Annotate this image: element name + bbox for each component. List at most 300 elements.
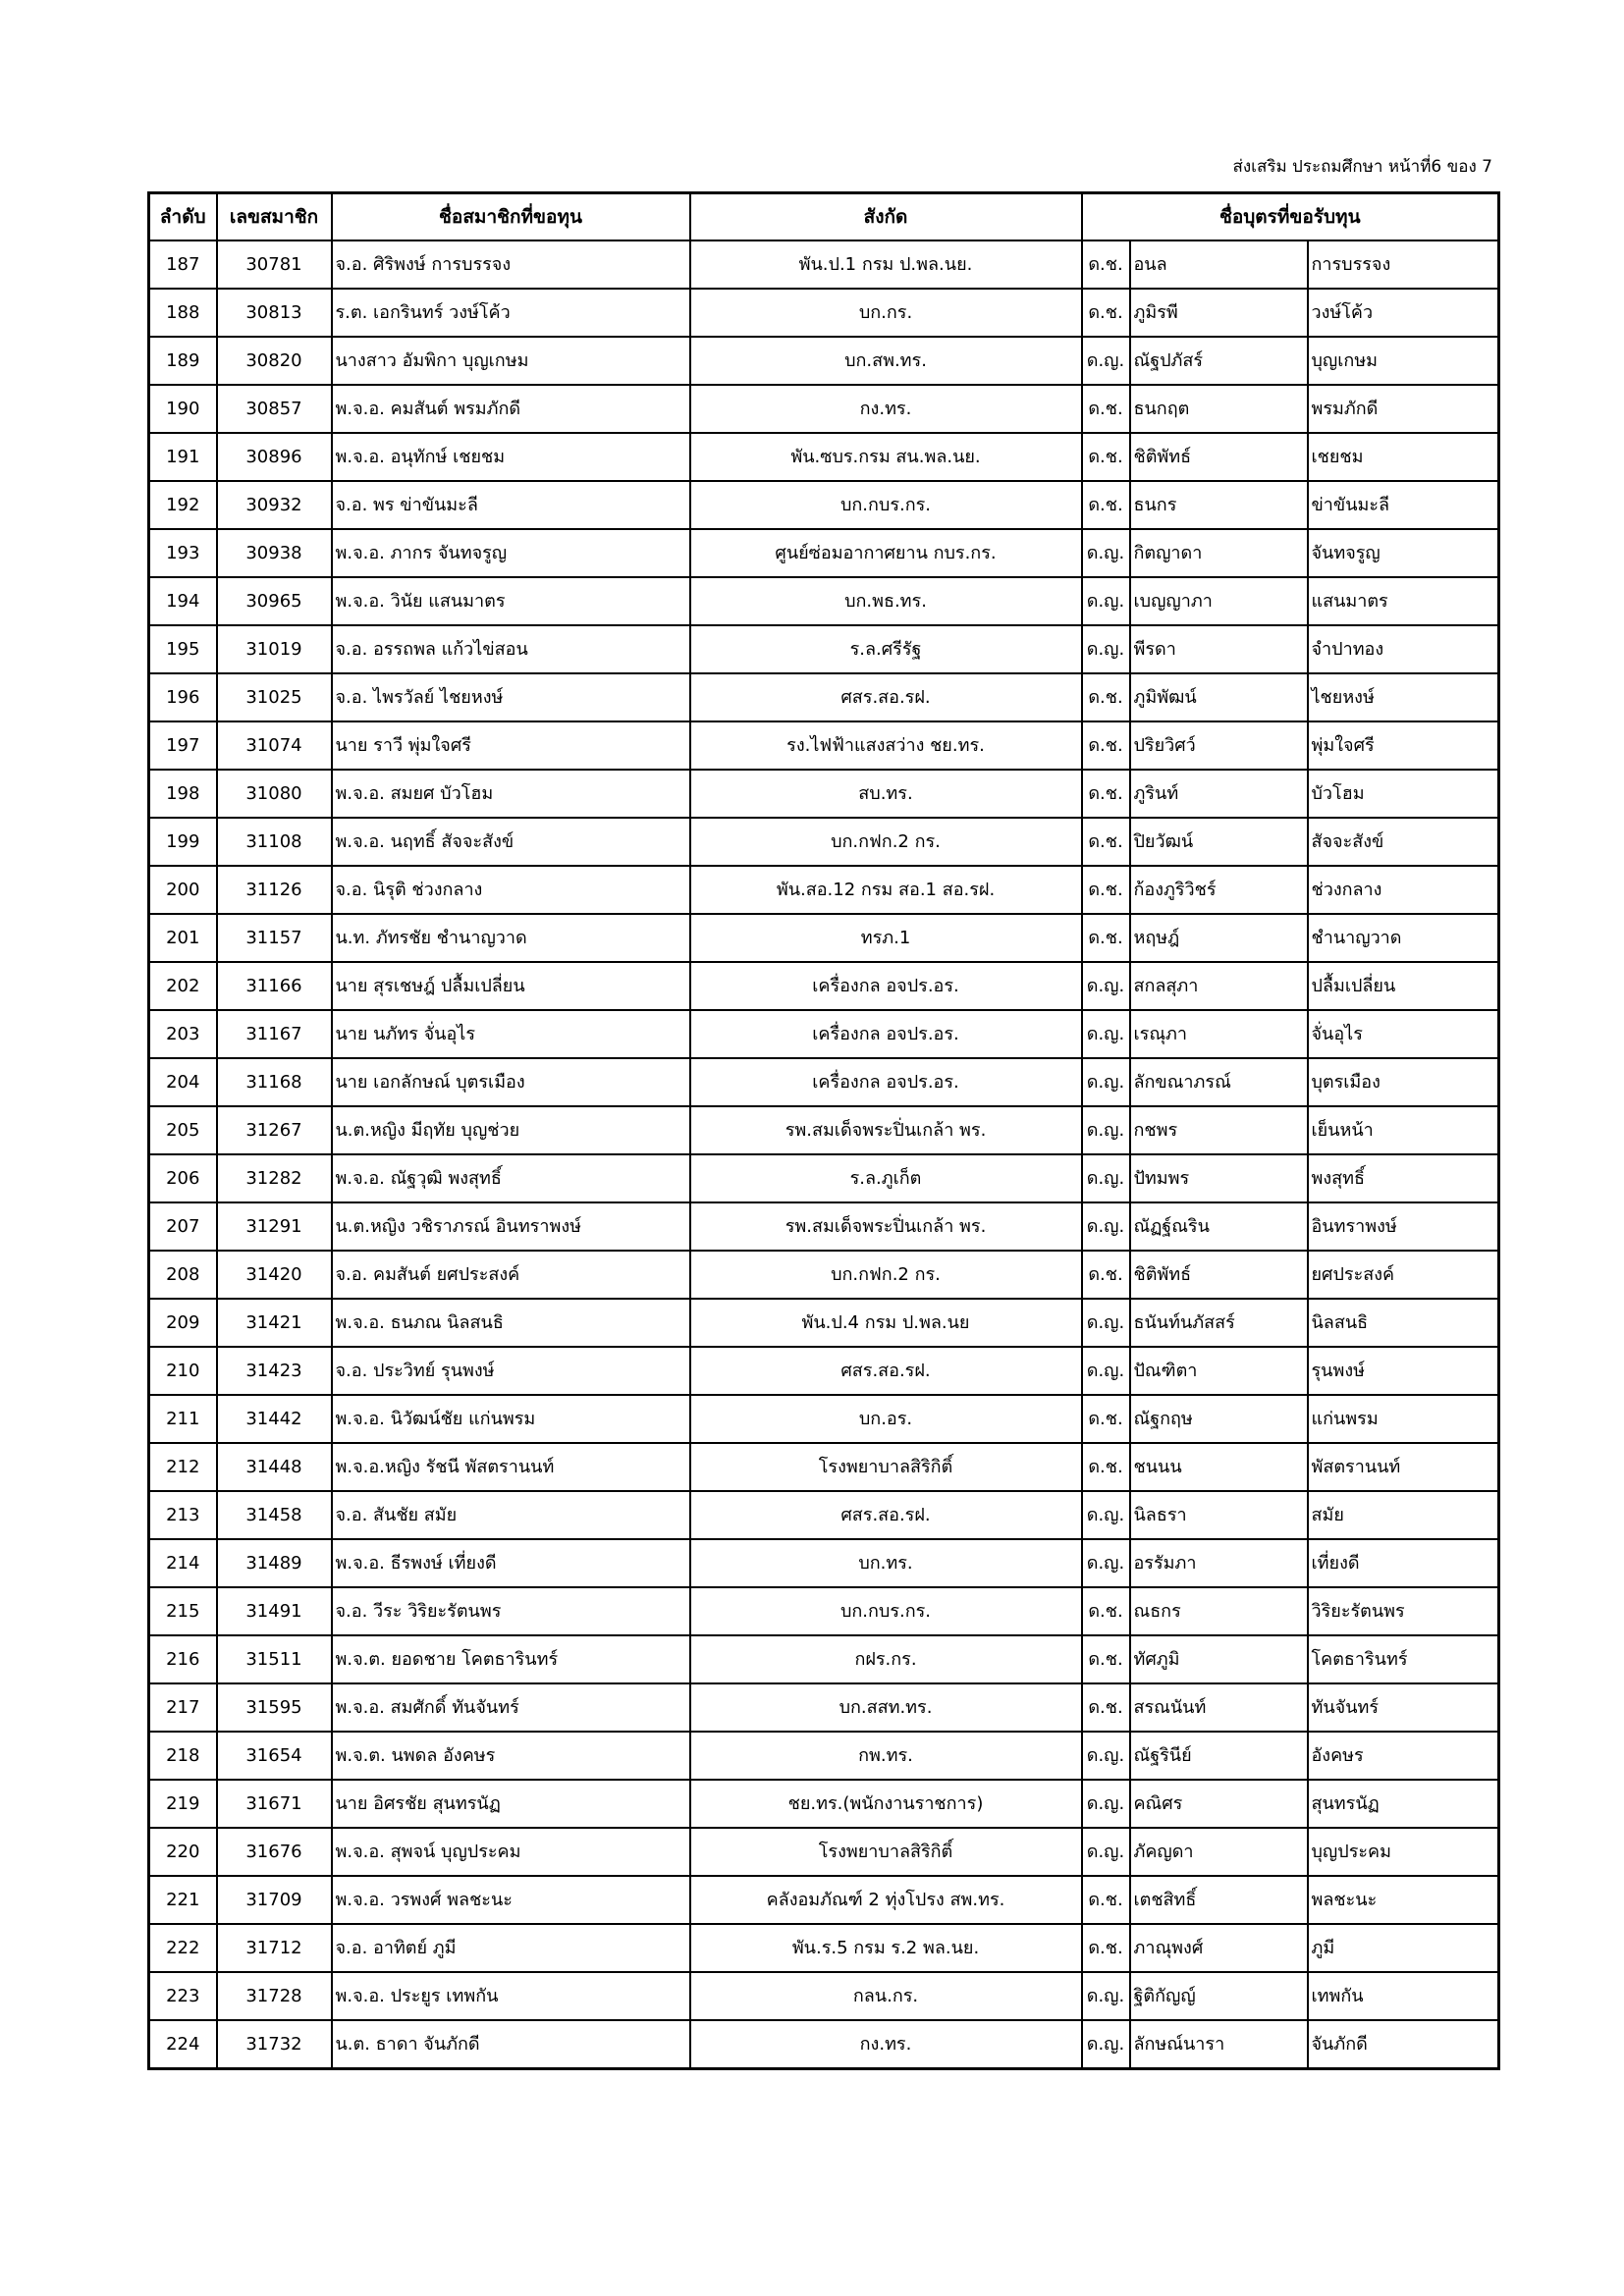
- cell-child-title: ด.ญ.: [1082, 1202, 1130, 1251]
- cell-child-title: ด.ญ.: [1082, 1780, 1130, 1828]
- cell-seq: 220: [149, 1828, 217, 1876]
- cell-member-no: 31168: [217, 1058, 332, 1106]
- cell-seq: 200: [149, 866, 217, 914]
- cell-child-first-name: ลักษณ์นารา: [1130, 2020, 1308, 2069]
- cell-child-last-name: พรมภักดี: [1308, 385, 1499, 433]
- table-row: [149, 914, 1499, 962]
- cell-seq: 196: [149, 673, 217, 721]
- table-row: [149, 625, 1499, 673]
- cell-child-first-name: ภูมิพัฒน์: [1130, 673, 1308, 721]
- cell-member-no: 31282: [217, 1154, 332, 1202]
- cell-child-first-name: อนล: [1130, 240, 1308, 289]
- cell-child-last-name: สุนทรนัฏ: [1308, 1780, 1499, 1828]
- cell-child-title: ด.ญ.: [1082, 1010, 1130, 1058]
- table-row: [149, 529, 1499, 577]
- cell-child-first-name: อรรัมภา: [1130, 1539, 1308, 1587]
- cell-member-name: ร.ต. เอกรินทร์ วงษ์โค้ว: [332, 289, 690, 337]
- cell-child-last-name: สมัย: [1308, 1491, 1499, 1539]
- cell-unit: รพ.สมเด็จพระปิ่นเกล้า พร.: [690, 1202, 1082, 1251]
- cell-unit: บก.กบร.กร.: [690, 1587, 1082, 1635]
- cell-seq: 199: [149, 818, 217, 866]
- cell-member-no: 31420: [217, 1251, 332, 1299]
- cell-member-name: พ.จ.อ. สมยศ บัวโฮม: [332, 770, 690, 818]
- cell-child-title: ด.ญ.: [1082, 1539, 1130, 1587]
- cell-child-last-name: โคตธารินทร์: [1308, 1635, 1499, 1683]
- cell-seq: 214: [149, 1539, 217, 1587]
- cell-child-title: ด.ช.: [1082, 240, 1130, 289]
- cell-member-no: 31491: [217, 1587, 332, 1635]
- cell-unit: บก.ทร.: [690, 1539, 1082, 1587]
- cell-child-last-name: บุญเกษม: [1308, 337, 1499, 385]
- cell-member-no: 31423: [217, 1347, 332, 1395]
- table-row: [149, 1683, 1499, 1732]
- cell-seq: 212: [149, 1443, 217, 1491]
- cell-child-last-name: อังคษร: [1308, 1732, 1499, 1780]
- table-row: [149, 2020, 1499, 2069]
- table-row: [149, 1780, 1499, 1828]
- cell-child-title: ด.ญ.: [1082, 2020, 1130, 2069]
- cell-member-no: 31074: [217, 721, 332, 770]
- cell-child-title: ด.ช.: [1082, 433, 1130, 481]
- cell-child-title: ด.ญ.: [1082, 1299, 1130, 1347]
- cell-member-name: พ.จ.อ. วินัย แสนมาตร: [332, 577, 690, 625]
- cell-member-name: นาย เอกลักษณ์ บุตรเมือง: [332, 1058, 690, 1106]
- cell-seq: 198: [149, 770, 217, 818]
- cell-child-first-name: กชพร: [1130, 1106, 1308, 1154]
- cell-member-name: พ.จ.อ. อนุทักษ์ เชยชม: [332, 433, 690, 481]
- cell-child-title: ด.ช.: [1082, 1683, 1130, 1732]
- cell-unit: เครื่องกล อจปร.อร.: [690, 1058, 1082, 1106]
- table-row: [149, 1876, 1499, 1924]
- cell-unit: เครื่องกล อจปร.อร.: [690, 962, 1082, 1010]
- cell-member-name: พ.จ.อ. ณัฐวุฒิ พงสุทธิ์: [332, 1154, 690, 1202]
- cell-member-no: 31421: [217, 1299, 332, 1347]
- table-header-row: [149, 193, 1499, 241]
- cell-child-last-name: เทพกัน: [1308, 1972, 1499, 2020]
- cell-unit: บก.กบร.กร.: [690, 481, 1082, 529]
- cell-seq: 191: [149, 433, 217, 481]
- cell-child-last-name: นิลสนธิ: [1308, 1299, 1499, 1347]
- cell-unit: บก.สสท.ทร.: [690, 1683, 1082, 1732]
- cell-child-last-name: อินทราพงษ์: [1308, 1202, 1499, 1251]
- cell-unit: คลังอมภัณฑ์ 2 ทุ่งโปรง สพ.ทร.: [690, 1876, 1082, 1924]
- cell-unit: พัน.ร.5 กรม ร.2 พล.นย.: [690, 1924, 1082, 1972]
- cell-child-title: ด.ญ.: [1082, 1154, 1130, 1202]
- cell-unit: บก.อร.: [690, 1395, 1082, 1443]
- cell-child-first-name: ธนกฤต: [1130, 385, 1308, 433]
- cell-unit: กพ.ทร.: [690, 1732, 1082, 1780]
- cell-child-last-name: ข่าขันมะลี: [1308, 481, 1499, 529]
- cell-member-name: พ.จ.อ. นฤทธิ์ สัจจะสังข์: [332, 818, 690, 866]
- cell-member-no: 31671: [217, 1780, 332, 1828]
- cell-member-name: จ.อ. ประวิทย์ รุนพงษ์: [332, 1347, 690, 1395]
- cell-child-title: ด.ช.: [1082, 866, 1130, 914]
- table-row: [149, 289, 1499, 337]
- cell-unit: บก.สพ.ทร.: [690, 337, 1082, 385]
- cell-child-title: ด.ช.: [1082, 1587, 1130, 1635]
- cell-member-name: จ.อ. ศิริพงษ์ การบรรจง: [332, 240, 690, 289]
- cell-child-title: ด.ญ.: [1082, 577, 1130, 625]
- cell-member-name: นางสาว อัมพิกา บุญเกษม: [332, 337, 690, 385]
- cell-member-name: พ.จ.อ. ภากร จันทจรูญ: [332, 529, 690, 577]
- cell-child-title: ด.ญ.: [1082, 1972, 1130, 2020]
- cell-child-last-name: วงษ์โค้ว: [1308, 289, 1499, 337]
- page-header: ส่งเสริม ประถมศึกษา หน้าที่6 ของ 7: [1232, 157, 1492, 177]
- scholarship-table: [147, 191, 1500, 2070]
- cell-child-first-name: สรณนันท์: [1130, 1683, 1308, 1732]
- cell-child-last-name: ทันจันทร์: [1308, 1683, 1499, 1732]
- cell-member-no: 30896: [217, 433, 332, 481]
- cell-member-no: 31676: [217, 1828, 332, 1876]
- cell-member-no: 30857: [217, 385, 332, 433]
- cell-member-name: จ.อ. ไพรวัลย์ ไชยหงษ์: [332, 673, 690, 721]
- cell-child-title: ด.ญ.: [1082, 337, 1130, 385]
- table-row: [149, 1635, 1499, 1683]
- cell-unit: รง.ไฟฟ้าแสงสว่าง ชย.ทร.: [690, 721, 1082, 770]
- cell-child-first-name: คณิศร: [1130, 1780, 1308, 1828]
- cell-unit: บก.กฟก.2 กร.: [690, 1251, 1082, 1299]
- cell-seq: 223: [149, 1972, 217, 2020]
- cell-unit: ศสร.สอ.รฝ.: [690, 1347, 1082, 1395]
- cell-unit: ทรภ.1: [690, 914, 1082, 962]
- cell-child-first-name: ก้องภูริวิชร์: [1130, 866, 1308, 914]
- cell-member-no: 31157: [217, 914, 332, 962]
- table-row: [149, 866, 1499, 914]
- cell-member-name: พ.จ.ต. นพดล อังคษร: [332, 1732, 690, 1780]
- cell-member-name: พ.จ.อ. คมสันต์ พรมภักดี: [332, 385, 690, 433]
- cell-child-title: ด.ญ.: [1082, 1732, 1130, 1780]
- cell-member-name: พ.จ.อ. ธนภณ นิลสนธิ: [332, 1299, 690, 1347]
- cell-unit: ศสร.สอ.รฝ.: [690, 1491, 1082, 1539]
- table-row: [149, 1587, 1499, 1635]
- table-row: [149, 577, 1499, 625]
- cell-unit: พัน.ป.1 กรม ป.พล.นย.: [690, 240, 1082, 289]
- table-row: [149, 1251, 1499, 1299]
- cell-child-first-name: ทัศภูมิ: [1130, 1635, 1308, 1683]
- header-child-name: ชื่อบุตรที่ขอรับทุน: [1082, 193, 1499, 241]
- cell-child-last-name: จั่นอุไร: [1308, 1010, 1499, 1058]
- table-row: [149, 1732, 1499, 1780]
- cell-unit: กฝร.กร.: [690, 1635, 1082, 1683]
- cell-child-last-name: จันทจรูญ: [1308, 529, 1499, 577]
- cell-unit: ศสร.สอ.รฝ.: [690, 673, 1082, 721]
- cell-seq: 224: [149, 2020, 217, 2069]
- cell-unit: ร.ล.ภูเก็ต: [690, 1154, 1082, 1202]
- cell-seq: 189: [149, 337, 217, 385]
- table-row: [149, 1924, 1499, 1972]
- cell-child-last-name: ชำนาญวาด: [1308, 914, 1499, 962]
- cell-member-no: 30938: [217, 529, 332, 577]
- cell-unit: พัน.ป.4 กรม ป.พล.นย: [690, 1299, 1082, 1347]
- cell-seq: 207: [149, 1202, 217, 1251]
- cell-member-no: 31595: [217, 1683, 332, 1732]
- cell-seq: 217: [149, 1683, 217, 1732]
- cell-child-last-name: พุ่มใจศรี: [1308, 721, 1499, 770]
- cell-member-no: 31126: [217, 866, 332, 914]
- cell-child-title: ด.ช.: [1082, 1876, 1130, 1924]
- cell-seq: 209: [149, 1299, 217, 1347]
- cell-seq: 215: [149, 1587, 217, 1635]
- cell-child-first-name: ณัฏฐ์ณริน: [1130, 1202, 1308, 1251]
- cell-child-last-name: พลชะนะ: [1308, 1876, 1499, 1924]
- cell-member-name: จ.อ. พร ข่าขันมะลี: [332, 481, 690, 529]
- cell-member-name: พ.จ.อ. นิวัฒน์ชัย แก่นพรม: [332, 1395, 690, 1443]
- table-row: [149, 481, 1499, 529]
- cell-child-first-name: ณัฐกฤษ: [1130, 1395, 1308, 1443]
- cell-child-first-name: ธนันท์นภัสสร์: [1130, 1299, 1308, 1347]
- cell-member-no: 31489: [217, 1539, 332, 1587]
- cell-member-no: 31448: [217, 1443, 332, 1491]
- cell-unit: กง.ทร.: [690, 2020, 1082, 2069]
- cell-seq: 202: [149, 962, 217, 1010]
- cell-member-name: นาย อิศรชัย สุนทรนัฏ: [332, 1780, 690, 1828]
- cell-member-no: 31291: [217, 1202, 332, 1251]
- cell-child-title: ด.ญ.: [1082, 1491, 1130, 1539]
- cell-member-no: 31712: [217, 1924, 332, 1972]
- cell-child-title: ด.ช.: [1082, 481, 1130, 529]
- cell-child-last-name: แสนมาตร: [1308, 577, 1499, 625]
- table-row: [149, 1972, 1499, 2020]
- cell-seq: 211: [149, 1395, 217, 1443]
- header-unit: สังกัด: [690, 193, 1082, 241]
- cell-unit: กลน.กร.: [690, 1972, 1082, 2020]
- cell-member-no: 31166: [217, 962, 332, 1010]
- cell-child-title: ด.ญ.: [1082, 1058, 1130, 1106]
- cell-child-last-name: เย็นหน้า: [1308, 1106, 1499, 1154]
- table-row: [149, 1299, 1499, 1347]
- cell-child-first-name: ณัฐปภัสร์: [1130, 337, 1308, 385]
- cell-child-first-name: ปัทมพร: [1130, 1154, 1308, 1202]
- cell-member-name: พ.จ.อ. สุพจน์ บุญประคม: [332, 1828, 690, 1876]
- cell-child-first-name: ภูรินท์: [1130, 770, 1308, 818]
- cell-child-last-name: พงสุทธิ์: [1308, 1154, 1499, 1202]
- cell-member-name: จ.อ. อาทิตย์ ภูมี: [332, 1924, 690, 1972]
- cell-seq: 204: [149, 1058, 217, 1106]
- table-row: [149, 1347, 1499, 1395]
- cell-child-last-name: ยศประสงค์: [1308, 1251, 1499, 1299]
- cell-member-no: 31080: [217, 770, 332, 818]
- cell-member-no: 30932: [217, 481, 332, 529]
- table-row: [149, 1395, 1499, 1443]
- cell-child-title: ด.ช.: [1082, 1635, 1130, 1683]
- cell-child-last-name: บัวโฮม: [1308, 770, 1499, 818]
- cell-member-no: 31458: [217, 1491, 332, 1539]
- table-body: [149, 240, 1499, 2069]
- cell-member-name: น.ต.หญิง วชิราภรณ์ อินทราพงษ์: [332, 1202, 690, 1251]
- cell-member-name: จ.อ. สันชัย สมัย: [332, 1491, 690, 1539]
- cell-child-first-name: เตชสิทธิ์: [1130, 1876, 1308, 1924]
- cell-member-no: 31654: [217, 1732, 332, 1780]
- table-row: [149, 1539, 1499, 1587]
- cell-child-first-name: ปัณฑิตา: [1130, 1347, 1308, 1395]
- cell-child-title: ด.ช.: [1082, 721, 1130, 770]
- header-member-no: เลขสมาชิก: [217, 193, 332, 241]
- cell-seq: 203: [149, 1010, 217, 1058]
- table-row: [149, 1443, 1499, 1491]
- cell-child-first-name: ภัคญดา: [1130, 1828, 1308, 1876]
- cell-member-name: นาย สุรเชษฎ์ ปลื้มเปลี่ยน: [332, 962, 690, 1010]
- table-row: [149, 1010, 1499, 1058]
- table-row: [149, 433, 1499, 481]
- cell-child-first-name: เบญญาภา: [1130, 577, 1308, 625]
- cell-child-last-name: แก่นพรม: [1308, 1395, 1499, 1443]
- cell-child-last-name: การบรรจง: [1308, 240, 1499, 289]
- cell-child-last-name: พัสตรานนท์: [1308, 1443, 1499, 1491]
- cell-member-no: 31442: [217, 1395, 332, 1443]
- cell-unit: พัน.ซบร.กรม สน.พล.นย.: [690, 433, 1082, 481]
- cell-child-first-name: ณัฐรินีย์: [1130, 1732, 1308, 1780]
- cell-member-name: จ.อ. นิรุติ ช่วงกลาง: [332, 866, 690, 914]
- cell-unit: สบ.ทร.: [690, 770, 1082, 818]
- cell-child-title: ด.ญ.: [1082, 625, 1130, 673]
- table-row: [149, 1491, 1499, 1539]
- cell-child-first-name: ภูมิรพี: [1130, 289, 1308, 337]
- cell-member-no: 30781: [217, 240, 332, 289]
- cell-seq: 187: [149, 240, 217, 289]
- cell-seq: 222: [149, 1924, 217, 1972]
- table-row: [149, 673, 1499, 721]
- cell-member-name: น.ต. ธาดา จันภักดี: [332, 2020, 690, 2069]
- cell-member-no: 30965: [217, 577, 332, 625]
- cell-child-first-name: กิตญาดา: [1130, 529, 1308, 577]
- cell-member-no: 31167: [217, 1010, 332, 1058]
- cell-child-first-name: สกลสุภา: [1130, 962, 1308, 1010]
- cell-child-first-name: นิลธรา: [1130, 1491, 1308, 1539]
- cell-child-title: ด.ช.: [1082, 818, 1130, 866]
- cell-seq: 192: [149, 481, 217, 529]
- cell-child-last-name: สัจจะสังข์: [1308, 818, 1499, 866]
- cell-unit: ชย.ทร.(พนักงานราชการ): [690, 1780, 1082, 1828]
- cell-member-no: 30813: [217, 289, 332, 337]
- cell-member-no: 31511: [217, 1635, 332, 1683]
- cell-member-name: จ.อ. วีระ วิริยะรัตนพร: [332, 1587, 690, 1635]
- cell-member-name: พ.จ.ต. ยอดชาย โคตธารินทร์: [332, 1635, 690, 1683]
- cell-child-title: ด.ช.: [1082, 673, 1130, 721]
- cell-seq: 219: [149, 1780, 217, 1828]
- cell-member-no: 31732: [217, 2020, 332, 2069]
- cell-child-title: ด.ช.: [1082, 914, 1130, 962]
- cell-child-last-name: ช่วงกลาง: [1308, 866, 1499, 914]
- cell-unit: ร.ล.ศรีรัฐ: [690, 625, 1082, 673]
- cell-member-name: จ.อ. คมสันต์ ยศประสงค์: [332, 1251, 690, 1299]
- cell-unit: บก.กฟก.2 กร.: [690, 818, 1082, 866]
- cell-child-title: ด.ญ.: [1082, 1106, 1130, 1154]
- cell-child-last-name: ภูมี: [1308, 1924, 1499, 1972]
- table-row: [149, 337, 1499, 385]
- cell-unit: ศูนย์ซ่อมอากาศยาน กบร.กร.: [690, 529, 1082, 577]
- cell-unit: บก.กร.: [690, 289, 1082, 337]
- cell-child-title: ด.ช.: [1082, 289, 1130, 337]
- cell-member-name: น.ต.หญิง มีฤทัย บุญช่วย: [332, 1106, 690, 1154]
- cell-seq: 210: [149, 1347, 217, 1395]
- cell-member-name: พ.จ.อ. ธีรพงษ์ เที่ยงดี: [332, 1539, 690, 1587]
- header-member-name: ชื่อสมาชิกที่ขอทุน: [332, 193, 690, 241]
- table-row: [149, 1154, 1499, 1202]
- cell-unit: บก.พธ.ทร.: [690, 577, 1082, 625]
- table-row: [149, 1828, 1499, 1876]
- cell-seq: 197: [149, 721, 217, 770]
- cell-child-title: ด.ช.: [1082, 1251, 1130, 1299]
- cell-seq: 206: [149, 1154, 217, 1202]
- cell-child-first-name: เรณุภา: [1130, 1010, 1308, 1058]
- cell-child-last-name: จำปาทอง: [1308, 625, 1499, 673]
- cell-child-last-name: จันภักดี: [1308, 2020, 1499, 2069]
- cell-child-last-name: เชยชม: [1308, 433, 1499, 481]
- cell-child-first-name: ชิติพัทธ์: [1130, 433, 1308, 481]
- cell-child-last-name: ปลื้มเปลี่ยน: [1308, 962, 1499, 1010]
- cell-member-name: พ.จ.อ.หญิง รัชนี พัสตรานนท์: [332, 1443, 690, 1491]
- cell-child-first-name: ณธกร: [1130, 1587, 1308, 1635]
- cell-child-title: ด.ญ.: [1082, 529, 1130, 577]
- cell-member-name: พ.จ.อ. วรพงศ์ พลชะนะ: [332, 1876, 690, 1924]
- cell-child-first-name: พีรดา: [1130, 625, 1308, 673]
- cell-member-no: 31728: [217, 1972, 332, 2020]
- cell-member-no: 31019: [217, 625, 332, 673]
- table-row: [149, 1058, 1499, 1106]
- cell-child-last-name: บุตรเมือง: [1308, 1058, 1499, 1106]
- table-row: [149, 1106, 1499, 1154]
- cell-member-name: จ.อ. อรรถพล แก้วไข่สอน: [332, 625, 690, 673]
- cell-member-name: นาย ราวี พุ่มใจศรี: [332, 721, 690, 770]
- cell-unit: โรงพยาบาลสิริกิติ์: [690, 1828, 1082, 1876]
- cell-unit: โรงพยาบาลสิริกิติ์: [690, 1443, 1082, 1491]
- cell-child-title: ด.ช.: [1082, 385, 1130, 433]
- cell-child-title: ด.ญ.: [1082, 962, 1130, 1010]
- cell-child-first-name: ฐิติกัญญ์: [1130, 1972, 1308, 2020]
- cell-seq: 195: [149, 625, 217, 673]
- cell-member-no: 31267: [217, 1106, 332, 1154]
- cell-seq: 193: [149, 529, 217, 577]
- cell-child-title: ด.ช.: [1082, 1395, 1130, 1443]
- cell-seq: 188: [149, 289, 217, 337]
- table-row: [149, 818, 1499, 866]
- table-row: [149, 770, 1499, 818]
- cell-unit: เครื่องกล อจปร.อร.: [690, 1010, 1082, 1058]
- cell-child-title: ด.ช.: [1082, 1443, 1130, 1491]
- cell-child-title: ด.ญ.: [1082, 1347, 1130, 1395]
- cell-member-no: 31108: [217, 818, 332, 866]
- cell-child-title: ด.ช.: [1082, 770, 1130, 818]
- cell-member-name: พ.จ.อ. ประยูร เทพกัน: [332, 1972, 690, 2020]
- table-row: [149, 962, 1499, 1010]
- cell-child-last-name: ไชยหงษ์: [1308, 673, 1499, 721]
- cell-unit: รพ.สมเด็จพระปิ่นเกล้า พร.: [690, 1106, 1082, 1154]
- cell-seq: 213: [149, 1491, 217, 1539]
- cell-seq: 190: [149, 385, 217, 433]
- cell-child-first-name: หฤษฎ์: [1130, 914, 1308, 962]
- cell-seq: 218: [149, 1732, 217, 1780]
- cell-child-last-name: บุญประคม: [1308, 1828, 1499, 1876]
- cell-child-first-name: ชนนน: [1130, 1443, 1308, 1491]
- cell-member-name: นาย นภัทร จั่นอุไร: [332, 1010, 690, 1058]
- cell-child-first-name: ลักขณาภรณ์: [1130, 1058, 1308, 1106]
- cell-seq: 221: [149, 1876, 217, 1924]
- cell-unit: พัน.สอ.12 กรม สอ.1 สอ.รฝ.: [690, 866, 1082, 914]
- header-seq: ลำดับ: [149, 193, 217, 241]
- cell-member-no: 30820: [217, 337, 332, 385]
- table-row: [149, 240, 1499, 289]
- cell-seq: 208: [149, 1251, 217, 1299]
- cell-child-first-name: ภาณุพงศ์: [1130, 1924, 1308, 1972]
- cell-child-title: ด.ญ.: [1082, 1828, 1130, 1876]
- cell-child-last-name: เที่ยงดี: [1308, 1539, 1499, 1587]
- cell-child-title: ด.ช.: [1082, 1924, 1130, 1972]
- cell-child-last-name: วิริยะรัตนพร: [1308, 1587, 1499, 1635]
- cell-unit: กง.ทร.: [690, 385, 1082, 433]
- cell-child-last-name: รุนพงษ์: [1308, 1347, 1499, 1395]
- cell-child-first-name: ปิยวัฒน์: [1130, 818, 1308, 866]
- cell-seq: 216: [149, 1635, 217, 1683]
